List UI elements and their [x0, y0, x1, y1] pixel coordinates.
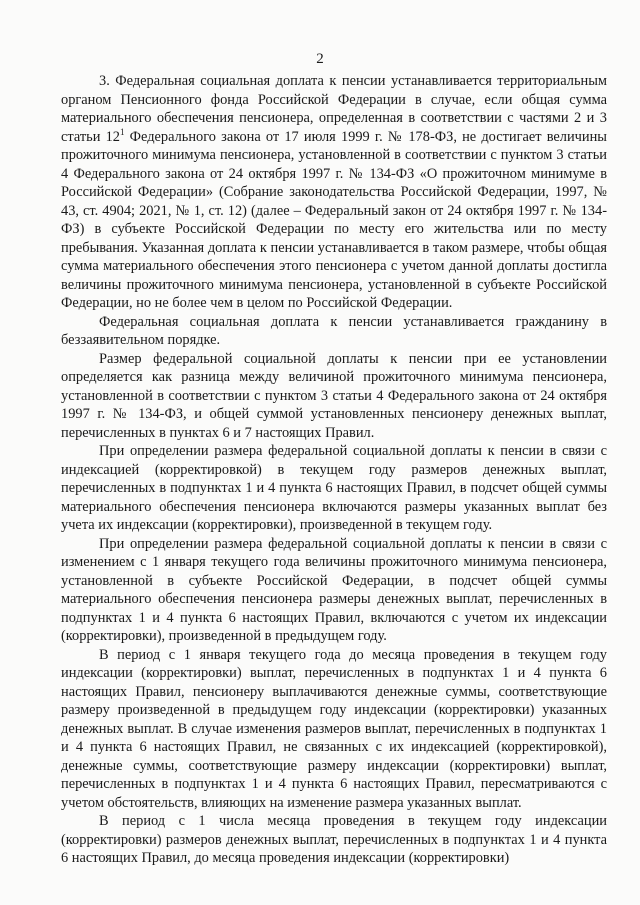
document-body: [61, 72, 607, 868]
paragraph-2: Федеральная социальная доплата к пенсии устанавливается гражданину в беззаявительном порядке.: [61, 313, 607, 348]
paragraph-3: Размер федеральной социальной доплаты к пенсии при ее установлении определяется как разница между величиной прожиточного минимума пенсионера, установленной в соответствии с пунктом 3 статьи 4 Федерального закона от 24 октября 1997 г. № 134-ФЗ, и общей суммой установленных пенсионеру денежных выплат, перечисленных в пунктах 6 и 7 настоящих Правил.: [61, 350, 607, 441]
paragraph-1-text-start: 3. Федеральная социальная доплата к пенсии устанавливается территориальным органом Пенсионного фонда Российской Федерации в случае, если общая сумма материального обеспечения пенсионера, определенная в соответствии с частями 2 и 3 статьи 12: [61, 73, 607, 145]
paragraph-1-text-end: Федерального закона от 17 июля 1999 г. № 178-ФЗ, не достигает величины прожиточного минимума пенсионера, установленной в соответствии с пунктом 3 статьи 4 Федерального закона от 24 октября 1997 г. № 134-ФЗ «О прожиточном минимуме в Российской Федерации» (Собрание законодательства Российской Федерации, 1997, № 43, ст. 4904; 2021, № 1, ст. 12) (далее – Федеральный закон от 24 октября 1997 г. № 134-ФЗ) в субъекте Российской Федерации по месту его жительства или по месту пребывания. Указанная доплата к пенсии устанавливается в таком размере, чтобы общая сумма материального обеспечения этого пенсионера с учетом данной доплаты достигла величины прожиточного минимума пенсионера, установленной в субъекте Российской Федерации, но не более чем в целом по Российской Федерации.: [61, 128, 607, 311]
paragraph-6: В период с 1 января текущего года до месяца проведения в текущем году индексации (корректировки) выплат, перечисленных в подпунктах 1 и 4 пункта 6 настоящих Правил, пенсионеру выплачиваются денежные суммы, соответствующие размеру произведенной в предыдущем году индексации (корректировки) указанных денежных выплат. В случае изменения размеров выплат, перечисленных в подпунктах 1 и 4 пункта 6 настоящих Правил, не связанных с их индексацией (корректировкой), денежные суммы, соответствующие размеру индексации (корректировки) выплат, перечисленных в подпунктах 1 и 4 пункта 6 настоящих Правил, пересматриваются с учетом обстоятельств, влияющих на изменение размера указанных выплат.: [61, 646, 607, 811]
page-number: 2: [316, 51, 324, 67]
article-superscript: 1: [119, 126, 125, 137]
paragraph-1: [61, 72, 607, 313]
paragraph-5: При определении размера федеральной социальной доплаты к пенсии в связи с изменением с 1 января текущего года величины прожиточного минимума пенсионера, установленной в субъекте Российской Федерации, в подсчет общей суммы материального обеспечения пенсионера размеры денежных выплат, перечисленных в подпунктах 1 и 4 пункта 6 настоящих Правил, включаются с учетом их индексации (корректировки), произведенной в предыдущем году.: [61, 535, 607, 644]
paragraph-7: В период с 1 числа месяца проведения в текущем году индексации (корректировки) размеров денежных выплат, перечисленных в подпунктах 1 и 4 пункта 6 настоящих Правил, до месяца проведения индексации (корректировки): [61, 813, 607, 866]
paragraph-4: При определении размера федеральной социальной доплаты к пенсии в связи с индексацией (корректировкой) в текущем году размеров денежных выплат, перечисленных в подпунктах 1 и 4 пункта 6 настоящих Правил, в подсчет общей суммы материального обеспечения пенсионера включаются размеры указанных выплат без учета их индексации (корректировки), произведенной в текущем году.: [61, 443, 607, 533]
